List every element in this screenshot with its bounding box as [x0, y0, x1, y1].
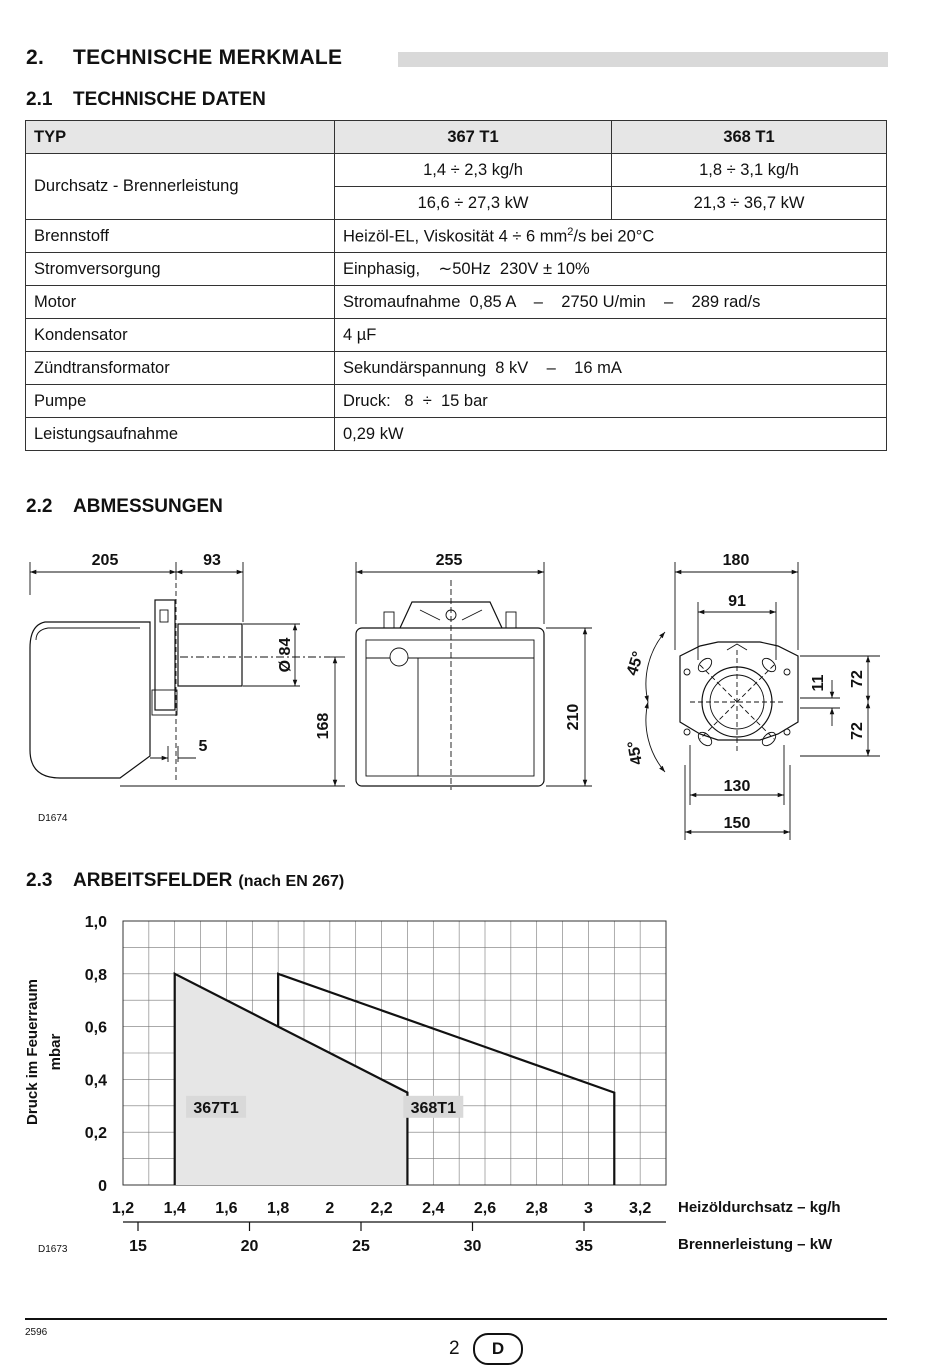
value-text: /s bei 20°C — [573, 227, 655, 246]
subsection-number: 2.1 — [26, 89, 53, 110]
row-value: Sekundärspannung 8 kV – 16 mA — [335, 352, 887, 385]
table-row — [26, 154, 887, 187]
value-superscript: 2 — [567, 225, 574, 238]
subsection-title: TECHNISCHE DATEN — [73, 89, 266, 110]
table-row — [26, 220, 887, 253]
row-value: Druck: 8 ÷ 15 bar — [335, 385, 887, 418]
area-367T1 — [175, 974, 408, 1185]
subsection-number: 2.3 — [26, 870, 53, 891]
x2-axis-label: Brennerleistung – kW — [678, 1236, 833, 1253]
cell-367-flow: 1,4 ÷ 2,3 kg/h — [335, 154, 612, 187]
y-tick-label: 0,8 — [84, 966, 107, 984]
working-field-chart — [0, 900, 950, 1270]
x2-tick-label: 35 — [575, 1238, 593, 1255]
x-tick-label: 1,6 — [215, 1200, 238, 1217]
row-label: Stromversorgung — [26, 253, 335, 286]
x-tick-label: 3,2 — [629, 1200, 652, 1217]
x2-tick-label: 15 — [129, 1238, 147, 1255]
subsection-technical-data — [26, 89, 266, 111]
dim-72-lower: 72 — [849, 722, 866, 740]
subsection-subtitle: (nach EN 267) — [238, 873, 345, 890]
subsection-title: ABMESSUNGEN — [73, 496, 223, 517]
subsection-dimensions — [26, 496, 223, 518]
dim-91: 91 — [728, 593, 746, 610]
x-tick-label: 2,2 — [370, 1200, 393, 1217]
y-axis-unit: mbar — [47, 1033, 64, 1071]
row-value: 4 µF — [335, 319, 887, 352]
table-header-row — [26, 121, 887, 154]
header-typ: TYP — [26, 121, 335, 154]
subsection-working-fields — [26, 870, 344, 892]
series-label-368T1: 368T1 — [410, 1099, 456, 1117]
x-tick-label: 2,4 — [422, 1200, 445, 1217]
dim-93: 93 — [203, 552, 221, 569]
x-tick-label: 1,2 — [111, 1200, 135, 1217]
row-label: Zündtransformator — [26, 352, 335, 385]
cell-368-power: 21,3 ÷ 36,7 kW — [612, 187, 887, 220]
dim-11: 11 — [810, 674, 827, 692]
dim-5: 5 — [198, 738, 208, 755]
angle-45-upper: 45° — [623, 649, 648, 678]
row-value: Einphasig, ∼50Hz 230V ± 10% — [335, 253, 887, 286]
x2-tick-label: 20 — [240, 1238, 259, 1255]
dim-255: 255 — [435, 552, 463, 569]
drawing-code-chart: D1673 — [38, 1244, 68, 1255]
section-title-text: TECHNISCHE MERKMALE — [73, 46, 343, 69]
language-badge: D — [473, 1333, 523, 1365]
dim-150: 150 — [723, 815, 751, 832]
section-number: 2. — [26, 46, 45, 69]
row-label: Motor — [26, 286, 335, 319]
dim-130: 130 — [723, 778, 751, 795]
value-text: Heizöl-EL, Viskosität 4 ÷ 6 mm — [343, 227, 568, 246]
cell-368-flow: 1,8 ÷ 3,1 kg/h — [612, 154, 887, 187]
angle-45-lower: 45° — [625, 739, 647, 767]
dimension-drawings — [0, 540, 950, 840]
y-tick-label: 0,4 — [84, 1072, 107, 1090]
section-title-bar — [398, 52, 888, 67]
y-tick-label: 0,6 — [84, 1019, 107, 1037]
dim-72-upper: 72 — [849, 670, 866, 688]
row-value: Stromaufnahme 0,85 A – 2750 U/min – 289 rad/s — [335, 286, 887, 319]
front-view-drawing — [356, 562, 592, 790]
x-tick-label: 2,8 — [525, 1200, 548, 1217]
x-tick-label: 2 — [325, 1200, 335, 1217]
row-label: Pumpe — [26, 385, 335, 418]
flange-view-drawing — [646, 562, 880, 840]
technical-data-table — [25, 120, 887, 451]
header-model-368: 368 T1 — [612, 121, 887, 154]
page-number: 2 — [449, 1338, 460, 1359]
dim-205: 205 — [91, 552, 119, 569]
x-tick-label: 1,8 — [267, 1200, 290, 1217]
dim-180: 180 — [722, 552, 750, 569]
table-row — [26, 352, 887, 385]
x-tick-label: 3 — [583, 1200, 593, 1217]
row-label: Brennstoff — [26, 220, 335, 253]
y-tick-label: 0 — [98, 1178, 107, 1195]
row-value: 0,29 kW — [335, 418, 887, 451]
table-row — [26, 319, 887, 352]
y-tick-label: 0,2 — [84, 1125, 107, 1143]
table-row — [26, 253, 887, 286]
row-label: Leistungsaufnahme — [26, 418, 335, 451]
y-axis-label: Druck im Feuerraum — [24, 979, 41, 1125]
dim-168: 168 — [315, 712, 332, 740]
row-label-durchsatz: Durchsatz - Brennerleistung — [26, 154, 335, 220]
x-axis-label: Heizöldurchsatz – kg/h — [678, 1199, 841, 1216]
x-tick-label: 1,4 — [163, 1200, 186, 1217]
header-model-367: 367 T1 — [335, 121, 612, 154]
footer-rule — [25, 1318, 887, 1320]
row-label: Kondensator — [26, 319, 335, 352]
dim-diameter-84: Ø 84 — [277, 637, 294, 673]
subsection-title: ARBEITSFELDER — [73, 870, 233, 891]
side-view-drawing — [30, 562, 345, 786]
table-row — [26, 418, 887, 451]
dim-210: 210 — [565, 703, 582, 731]
x2-tick-label: 30 — [463, 1238, 482, 1255]
y-tick-label: 1,0 — [84, 914, 107, 931]
x-tick-label: 2,6 — [473, 1200, 497, 1217]
table-row — [26, 286, 887, 319]
subsection-number: 2.2 — [26, 496, 53, 517]
footer-code: 2596 — [25, 1327, 48, 1338]
x2-tick-label: 25 — [352, 1238, 370, 1255]
table-row — [26, 385, 887, 418]
series-label-367T1: 367T1 — [193, 1099, 239, 1117]
section-title — [26, 46, 342, 70]
cell-367-power: 16,6 ÷ 27,3 kW — [335, 187, 612, 220]
row-value — [335, 220, 887, 253]
drawing-code-dimensions: D1674 — [38, 813, 68, 824]
